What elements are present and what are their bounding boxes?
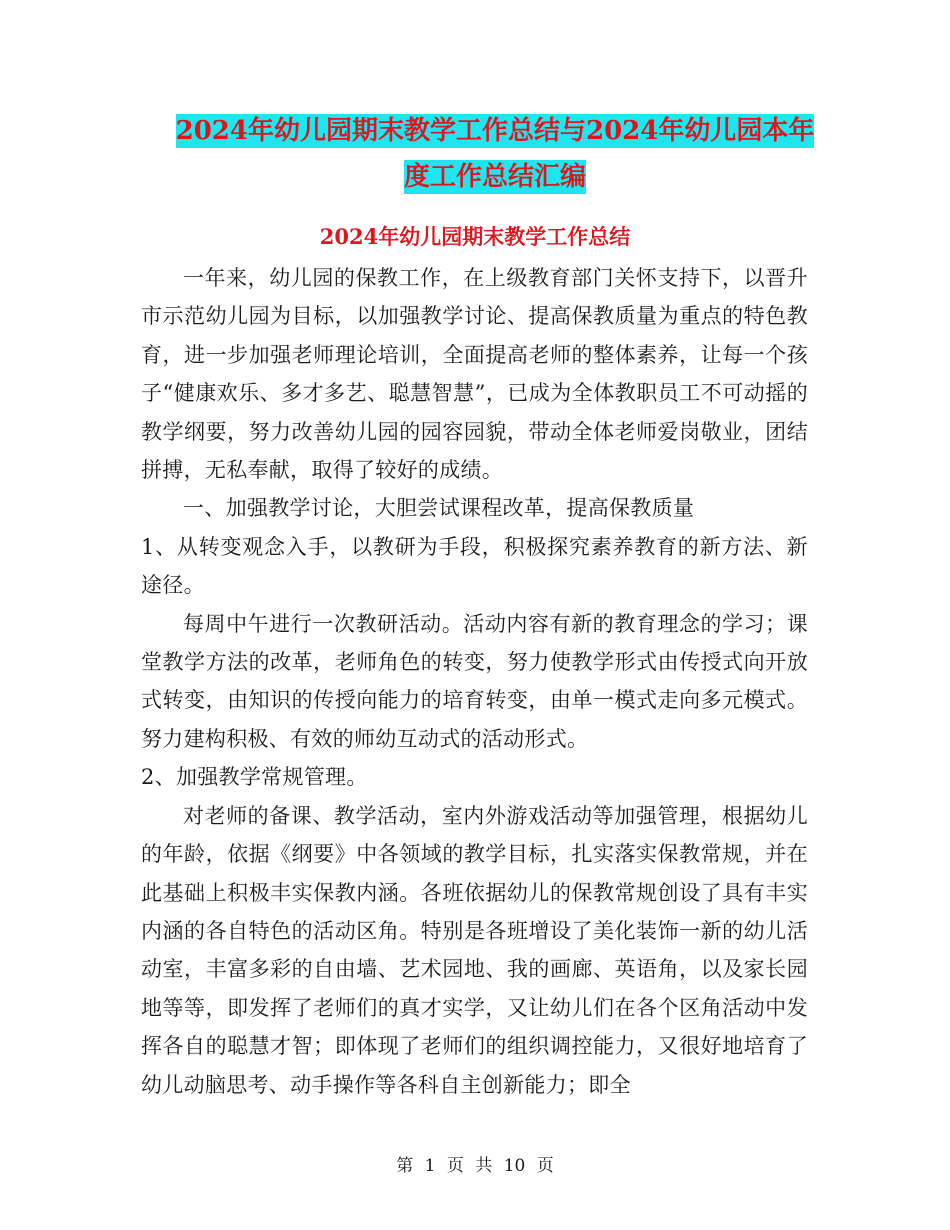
heading-section-1: 一、加强教学讨论，大胆尝试课程改革，提高保教质量: [183, 496, 695, 521]
document-title-line-2: 度工作总结汇编: [403, 162, 586, 192]
paragraph-teaching-research: 每周中午进行一次教研活动。活动内容有新的教育理念的学习；课堂教学方法的改革，老师角色的转变，努力使教学形式由传授式向开放式转变，由知识的传授向能力的培育转变，由单一模式走向多元模式。努力建构积极、有效的师幼互动式的活动形式。: [141, 611, 808, 751]
document-title-line-1: 2024年幼儿园期末教学工作总结与2024年幼儿园本年: [175, 116, 815, 146]
document-body: [141, 259, 808, 1104]
list-item-1: 1、从转变观念入手，以教研为手段，积极探究素养教育的新方法、新途径。: [141, 534, 808, 598]
paragraph-routine-management: 对老师的备课、教学活动，室内外游戏活动等加强管理，根据幼儿的年龄，依据《纲要》中各领域的教学目标，扎实落实保教常规，并在此基础上积极丰实保教内涵。各班依据幼儿的保教常规创设了具有丰实内涵的各自特色的活动区角。特别是各班增设了美化装饰一新的幼儿活动室，丰富多彩的自由墙、艺术园地、我的画廊、英语角，以及家长园地等等，即发挥了老师们的真才实学，又让幼儿们在各个区角活动中发挥各自的聪慧才智；即体现了老师们的组织调控能力，又很好地培育了幼儿动脑思考、动手操作等各科自主创新能力；即全: [141, 803, 808, 1097]
paragraph-intro: 一年来，幼儿园的保教工作，在上级教育部门关怀支持下，以晋升市示范幼儿园为目标，以加强教学讨论、提高保教质量为重点的特色教育，进一步加强老师理论培训，全面提高老师的整体素养，让每一个孩子“健康欢乐、多才多艺、聪慧智慧”，已成为全体教职员工不可动摇的教学纲要，努力改善幼儿园的园容园貌，带动全体老师爱岗敬业，团结拼搏，无私奉献，取得了较好的成绩。: [141, 266, 808, 483]
document-title: [140, 108, 850, 200]
list-item-2: 2、加强教学常规管理。: [141, 765, 368, 790]
section-title: 2024年幼儿园期末教学工作总结: [319, 224, 631, 249]
page-footer: 第 1 页 共 10 页: [396, 1156, 554, 1176]
